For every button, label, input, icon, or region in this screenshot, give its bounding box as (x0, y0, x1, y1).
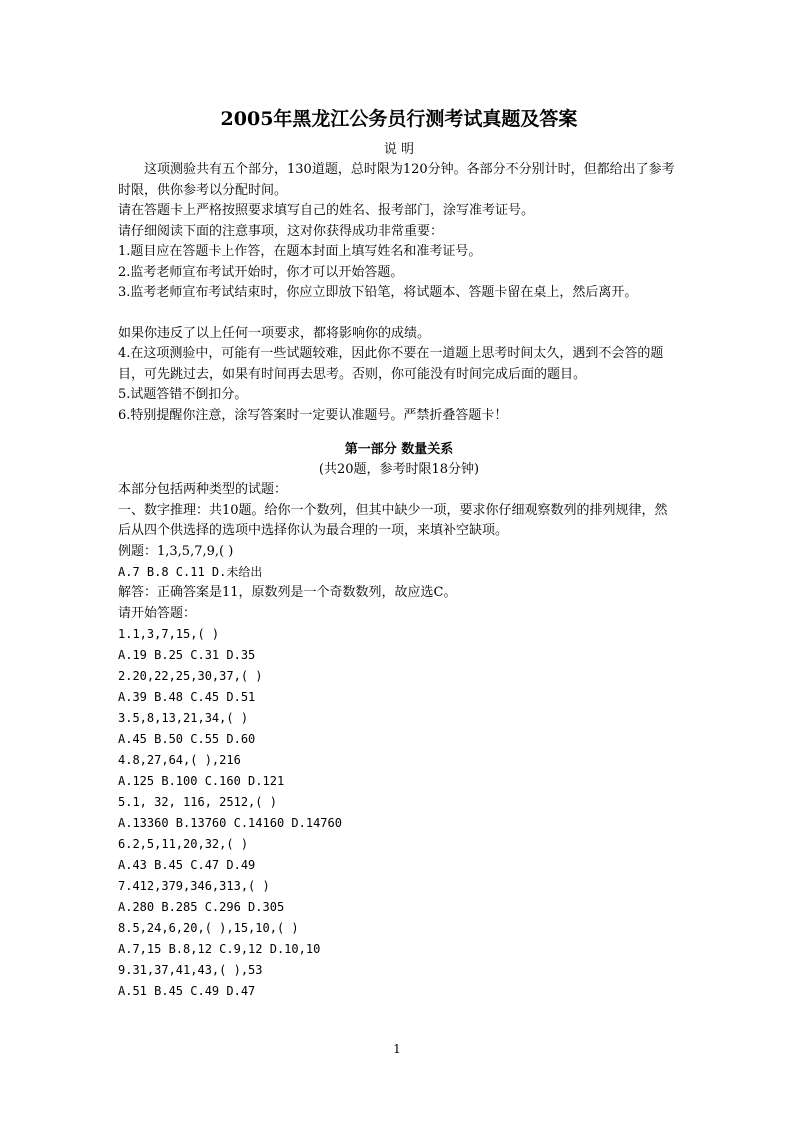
document-page (118, 100, 680, 1002)
example-question: 例题：1,3,5,7,9,( ) (118, 543, 234, 559)
section-title: 第一部分 数量关系 (344, 442, 454, 457)
question-stem: 5.1, 32, 116, 2512,( ) (118, 795, 277, 809)
question-options: A.125 B.100 C.160 D.121 (118, 774, 285, 788)
intro-paragraph: 请在答题卡上严格按照要求填写自己的姓名、报考部门，涂写准考证号。 (118, 203, 535, 218)
question-options: A.45 B.50 C.55 D.60 (118, 732, 256, 746)
document-title: 2005年黑龙江公务员行测考试真题及答案 (220, 108, 578, 130)
question-list (118, 624, 680, 1002)
question-stem: 1.1,3,7,15,( ) (118, 627, 220, 641)
note-paragraph: 如果你违反了以上任何一项要求，都将影响你的成绩。 (118, 325, 431, 341)
question-stem: 4.8,27,64,( ),216 (118, 753, 241, 767)
instruction-item: 5.试题答错不倒扣分。 (118, 387, 248, 402)
question-stem: 7.412,379,346,313,( ) (118, 879, 270, 893)
question-options: A.19 B.25 C.31 D.35 (118, 648, 256, 662)
instructions-heading: 说 明 (383, 142, 415, 157)
example-options: A.7 B.8 C.11 D.未给出 (118, 565, 263, 579)
intro-paragraph: 请仔细阅读下面的注意事项，这对你获得成功非常重要： (118, 223, 444, 239)
question-options: A.13360 B.13760 C.14160 D.14760 (118, 816, 342, 830)
question-stem: 6.2,5,11,20,32,( ) (118, 837, 249, 851)
question-options: A.43 B.45 C.47 D.49 (118, 858, 256, 872)
instruction-item: 1.题目应在答题卡上作答，在题本封面上填写姓名和准考证号。 (118, 244, 482, 259)
question-stem: 2.20,22,25,30,37,( ) (118, 669, 263, 683)
question-options: A.51 B.45 C.49 D.47 (118, 984, 256, 998)
question-type-description: 一、数字推理：共10题。给你一个数列，但其中缺少一项，要求你仔细观察数列的排列规律，然后从四个供选择的选项中选择你认为最合理的一项，来填补空缺项。 (118, 502, 668, 538)
question-stem: 8.5,24,6,20,( ),15,10,( ) (118, 921, 299, 935)
example-answer: 解答：正确答案是11，原数列是一个奇数数列，故应选C。 (118, 585, 457, 600)
question-options: A.7,15 B.8,12 C.9,12 D.10,10 (118, 942, 321, 956)
start-prompt: 请开始答题： (118, 605, 197, 621)
question-stem: 9.31,37,41,43,( ),53 (118, 963, 263, 977)
section-subtitle: (共20题，参考时限18分钟) (318, 462, 480, 477)
instruction-item: 4.在这项测验中，可能有一些试题较难，因此你不要在一道题上思考时间太久，遇到不会答的题目，可先跳过去，如果有时间再去思考。否则，你可能没有时间完成后面的题目。 (118, 346, 664, 382)
question-options: A.39 B.48 C.45 D.51 (118, 690, 256, 704)
instruction-item: 3.监考老师宣布考试结束时，你应立即放下铅笔，将试题本、答题卡留在桌上，然后离开。 (118, 285, 638, 300)
instruction-item: 6.特别提醒你注意，涂写答案时一定要认准题号。严禁折叠答题卡！ (118, 407, 508, 423)
question-options: A.280 B.285 C.296 D.305 (118, 900, 285, 914)
instruction-item: 2.监考老师宣布考试开始时，你才可以开始答题。 (118, 264, 404, 280)
section-intro: 本部分包括两种类型的试题： (118, 482, 288, 497)
question-stem: 3.5,8,13,21,34,( ) (118, 711, 249, 725)
intro-paragraph: 这项测验共有五个部分，130道题，总时限为120分钟。各部分不分别计时，但都给出了参考时限，供你参考以分配时间。 (118, 162, 675, 198)
page-number: 1 (393, 1042, 401, 1056)
